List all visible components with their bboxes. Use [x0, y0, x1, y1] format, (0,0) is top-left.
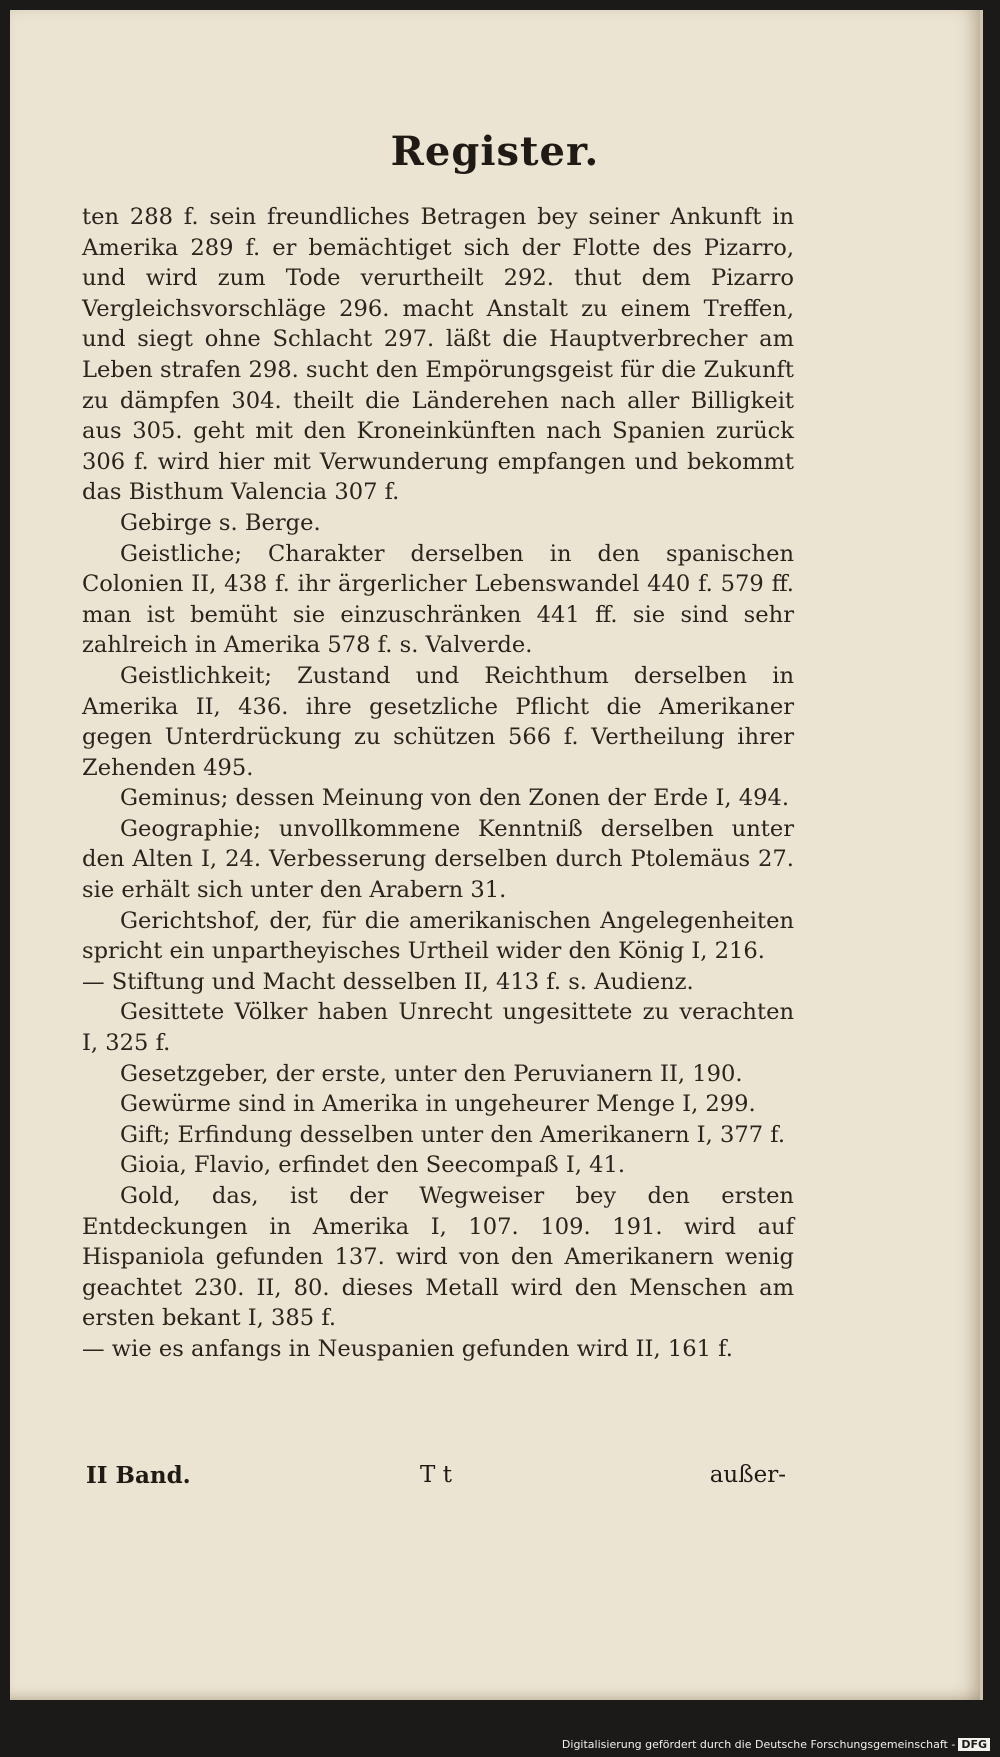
- register-entry: Geminus; dessen Meinung von den Zonen der Erde I, 494.: [120, 785, 790, 812]
- credit-text: Digitalisierung gefördert durch die Deutsche Forschungsgemeinschaft -: [561, 1738, 956, 1751]
- book-page: [10, 10, 983, 1700]
- register-entry: Gesittete Völker haben Unrecht ungesittete zu verachten I, 325 f.: [82, 999, 794, 1057]
- register-entry: Gerichtshof, der, für die amerikanischen Angelegenheiten spricht ein unpartheyisches Urtheil wider den König I, 216.: [82, 907, 794, 965]
- register-entry: Gold, das, ist der Wegweiser bey den ersten Entdeckungen in Amerika I, 107. 109. 191. wird auf Hispaniola gefunden 137. wird von den Amerikanern wenig geachtet 230. II, 80. dieses Metall wird den Menschen am ersten bekant I, 385 f.: [82, 1183, 794, 1332]
- catchword: außer-: [709, 1462, 786, 1488]
- register-entries: [82, 202, 794, 1365]
- register-entry: Gesetzgeber, der erste, unter den Peruvianern II, 190.: [120, 1060, 743, 1087]
- register-subentry: — wie es anfangs in Neuspanien gefunden wird II, 161 f.: [82, 1335, 733, 1362]
- register-entry: Gioia, Flavio, erfindet den Seecompaß I, 41.: [120, 1152, 626, 1179]
- register-entry: Gift; Erfindung desselben unter den Amerikanern I, 377 f.: [120, 1121, 786, 1148]
- volume-signature: II Band.: [86, 1462, 191, 1489]
- register-entry: Gewürme sind in Amerika in ungeheurer Menge I, 299.: [120, 1091, 756, 1118]
- register-entry: Gebirge s. Berge.: [120, 509, 321, 536]
- register-entry: Geistliche; Charakter derselben in den spanischen Colonien II, 438 f. ihr ärgerlicher Lebenswandel 440 f. 579 ff. man ist bemüht sie einzuschränken 441 ff. sie sind sehr zahlreich in Amerika 578 f. s. Valverde.: [82, 540, 794, 659]
- sheet-signature: T t: [420, 1462, 452, 1488]
- register-entry: Geistlichkeit; Zustand und Reichthum derselben in Amerika II, 436. ihre gesetzliche Pflicht die Amerikaner gegen Unterdrückung zu schützen 566 f. Vertheilung ihrer Zehenden 495.: [82, 662, 794, 781]
- digitization-credit: [562, 1738, 990, 1751]
- register-subentry: — Stiftung und Macht desselben II, 413 f. s. Audienz.: [82, 968, 694, 995]
- register-entry: Geographie; unvollkommene Kenntniß derselben unter den Alten I, 24. Verbesserung derselben durch Ptolemäus 27. sie erhält sich unter den Arabern 31.: [82, 815, 794, 904]
- page-title: Register.: [390, 128, 600, 175]
- dfg-logo: DFG: [958, 1738, 990, 1751]
- page-footer: [86, 1462, 786, 1494]
- register-entry: ten 288 f. sein freundliches Betragen bey seiner Ankunft in Amerika 289 f. er bemächtiget sich der Flotte des Pizarro, und wird zum Tode verurtheilt 292. thut dem Pizarro Vergleichsvorschläge 296. macht Anstalt zu einem Treffen, und siegt ohne Schlacht 297. läßt die Hauptverbrecher am Leben strafen 298. sucht den Empörungsgeist für die Zukunft zu dämpfen 304. theilt die Länderehen nach aller Billigkeit aus 305. geht mit den Kroneinkünften nach Spanien zurück 306 f. wird hier mit Verwunderung empfangen und bekommt das Bisthum Valencia 307 f.: [82, 204, 794, 506]
